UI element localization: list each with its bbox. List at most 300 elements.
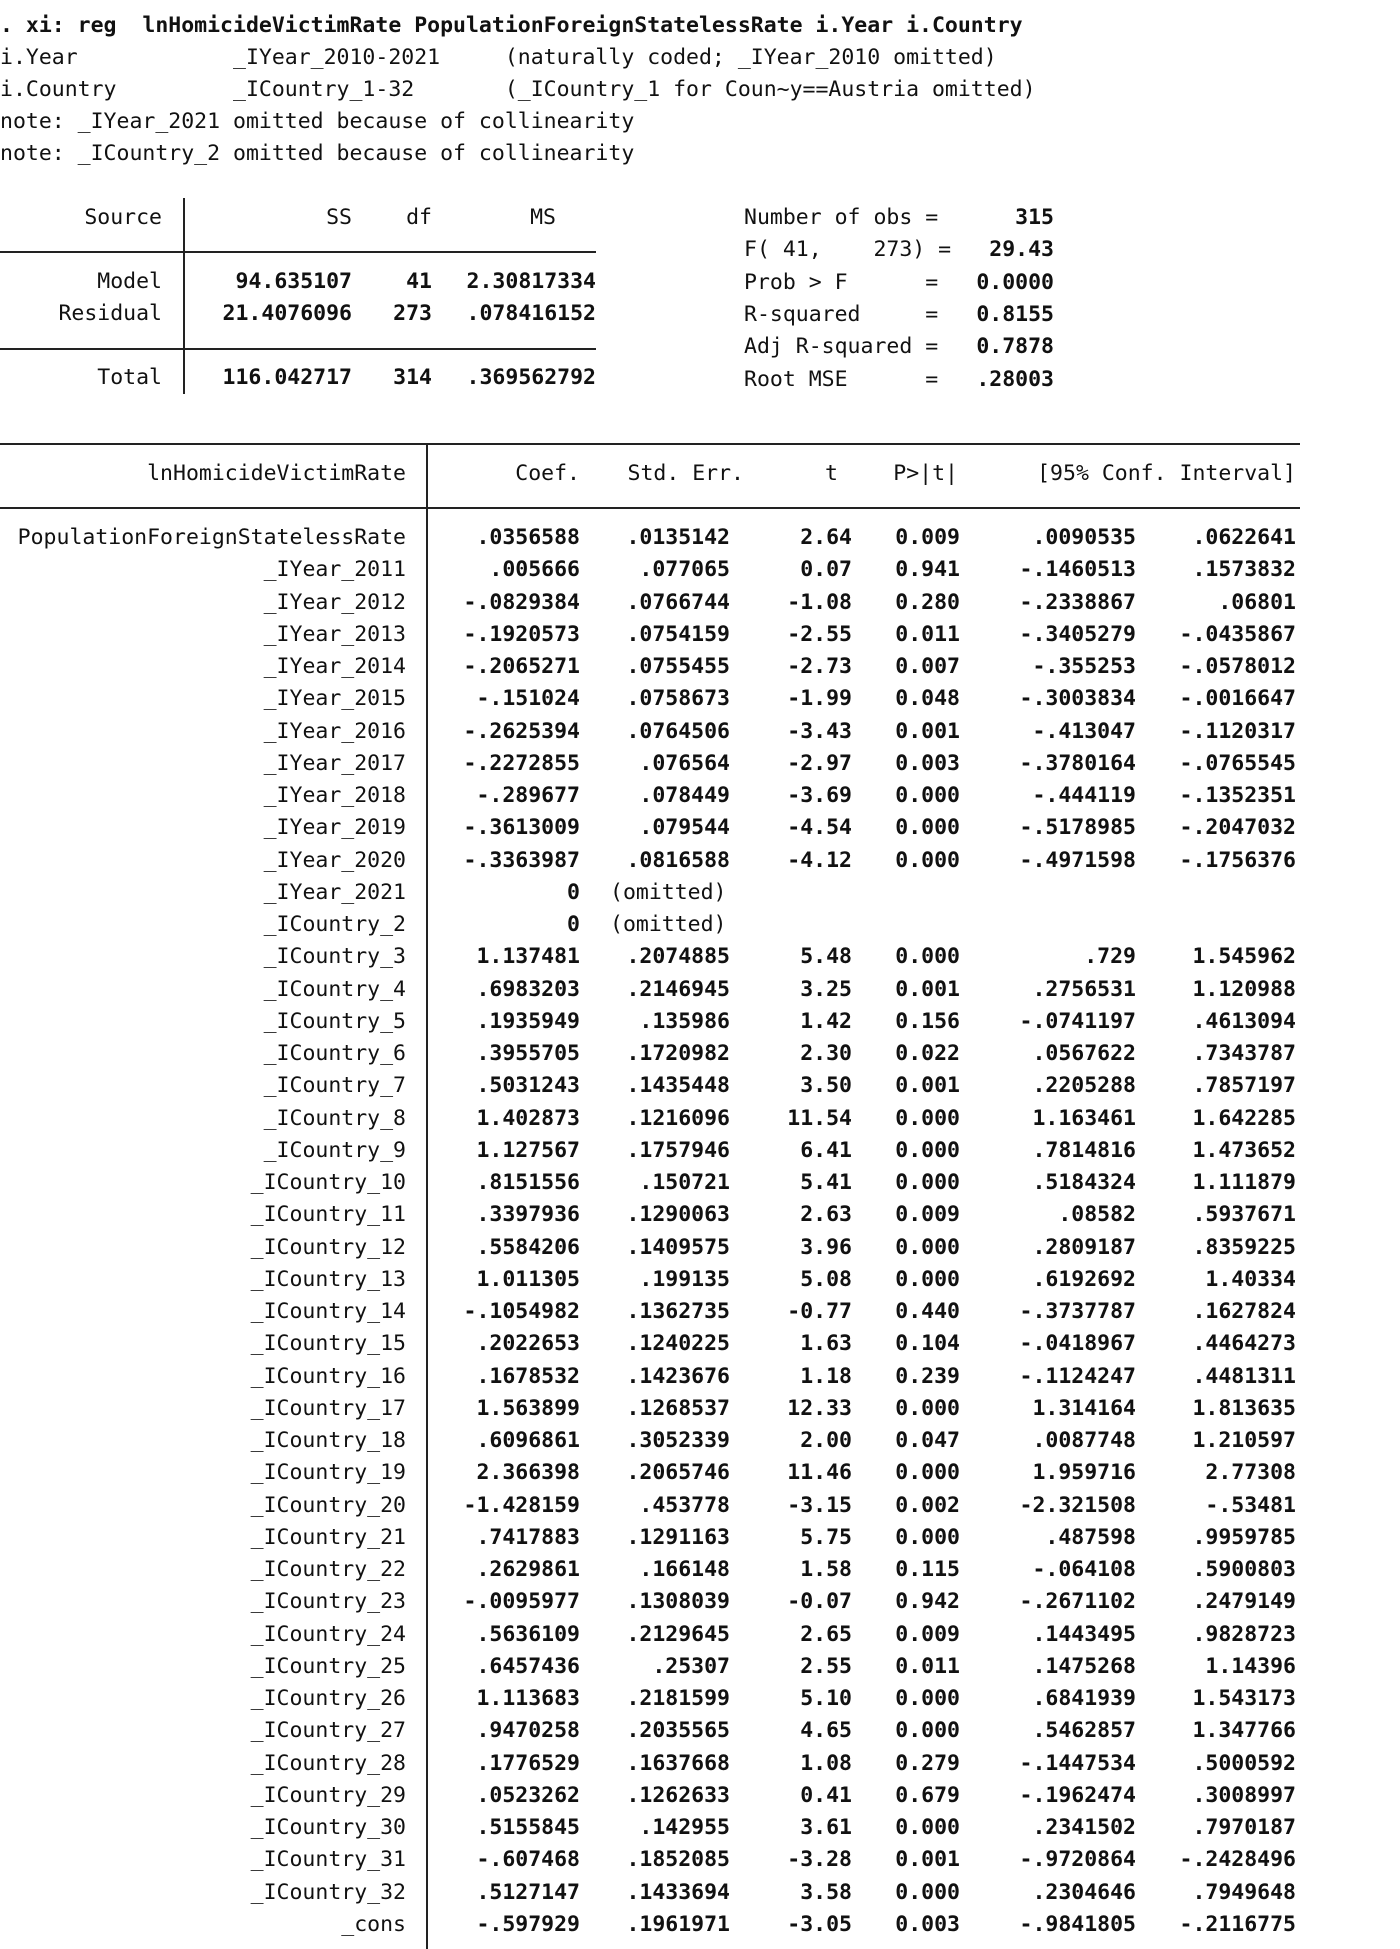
coef-value: .7417883 [476, 1524, 580, 1550]
ci-upper: 1.545962 [1192, 944, 1296, 970]
anova-ms: .078416152 [466, 301, 596, 326]
p-value: 0.000 [895, 1460, 960, 1486]
std-err-value: .1240225 [626, 1331, 730, 1357]
std-err-value: .2065746 [626, 1460, 730, 1486]
p-value: 0.009 [895, 1621, 960, 1647]
ci-upper: 1.210597 [1192, 1428, 1296, 1453]
t-value: 3.50 [800, 1073, 852, 1099]
ci-lower: -.1460513 [1019, 557, 1136, 583]
std-err-value: .453778 [639, 1492, 730, 1518]
p-value: 0.000 [895, 1879, 960, 1905]
std-err-value: .142955 [639, 1815, 730, 1840]
p-value: 0.115 [895, 1557, 960, 1582]
ci-upper: -.0765545 [1179, 750, 1296, 776]
ci-upper: .5937671 [1192, 1202, 1296, 1228]
ci-lower: .7814816 [1032, 1137, 1136, 1163]
ci-upper: .2479149 [1192, 1589, 1296, 1615]
std-err-value: .1961971 [626, 1911, 730, 1937]
ci-upper: .9959785 [1192, 1524, 1296, 1550]
stat-label: Prob > F = [744, 269, 939, 295]
ci-upper: 1.473652 [1192, 1137, 1296, 1163]
t-value: -1.99 [787, 686, 852, 712]
coef-value: 2.366398 [476, 1460, 580, 1486]
variable-name: _ICountry_22 [250, 1557, 406, 1582]
ci-lower: -.0741197 [1019, 1008, 1136, 1034]
p-value: 0.002 [895, 1492, 960, 1518]
ci-lower: .2809187 [1032, 1234, 1136, 1260]
t-value: 1.58 [800, 1557, 852, 1582]
coef-value: .005666 [489, 557, 580, 583]
variable-name: _ICountry_19 [250, 1460, 406, 1486]
coef-header: Std. Err. [627, 461, 744, 486]
ci-lower: -.1962474 [1019, 1782, 1136, 1808]
t-value: 1.08 [800, 1750, 852, 1776]
anova-ms: 2.30817334 [466, 269, 596, 294]
ci-lower: 1.314164 [1032, 1395, 1136, 1421]
ci-lower: -.444119 [1032, 783, 1136, 808]
ci-lower: -.064108 [1032, 1557, 1136, 1582]
ci-lower: -.3780164 [1019, 750, 1136, 776]
ci-lower: .1443495 [1032, 1621, 1136, 1647]
coef-value: 1.011305 [476, 1266, 580, 1292]
p-value: 0.000 [895, 815, 960, 841]
variable-name: _ICountry_8 [263, 1105, 406, 1131]
variable-name: _ICountry_6 [263, 1041, 406, 1066]
variable-name: _IYear_2012 [263, 589, 406, 615]
std-err-value: .1433694 [626, 1879, 730, 1905]
ci-upper: -.1352351 [1179, 783, 1296, 808]
t-value: 2.65 [800, 1621, 852, 1647]
coef-header: Coef. [515, 461, 580, 486]
variable-name: _IYear_2017 [263, 750, 406, 776]
std-err-value: .1262633 [626, 1782, 730, 1808]
anova-source: Model [97, 269, 162, 294]
variable-name: _cons [341, 1911, 406, 1937]
ci-upper: 1.111879 [1192, 1170, 1296, 1195]
coef-value: -.0095977 [463, 1589, 580, 1615]
ci-lower: -.2338867 [1019, 589, 1136, 615]
p-value: 0.011 [895, 1653, 960, 1679]
ci-lower: -.413047 [1032, 718, 1136, 744]
coef-value: 1.127567 [476, 1137, 580, 1163]
t-value: 2.00 [800, 1428, 852, 1453]
p-value: 0.000 [895, 1234, 960, 1260]
p-value: 0.000 [895, 1718, 960, 1744]
variable-name: _IYear_2021 [263, 879, 406, 905]
p-value: 0.000 [895, 1395, 960, 1421]
coef-value: -.607468 [476, 1847, 580, 1873]
coef-value: .5031243 [476, 1073, 580, 1099]
ci-lower: .08582 [1058, 1202, 1136, 1228]
p-value: 0.000 [895, 944, 960, 970]
variable-name: _ICountry_31 [250, 1847, 406, 1873]
coef-value: .6096861 [476, 1428, 580, 1453]
std-err-value: .2074885 [626, 944, 730, 970]
ci-lower: .5462857 [1032, 1718, 1136, 1744]
ci-upper: -.1756376 [1179, 847, 1296, 873]
omitted-note: (omitted) [610, 879, 727, 905]
std-err-value: .1423676 [626, 1363, 730, 1389]
variable-name: _ICountry_17 [250, 1395, 406, 1421]
ci-upper: .5900803 [1192, 1557, 1296, 1582]
p-value: 0.280 [895, 589, 960, 615]
variable-name: _ICountry_25 [250, 1653, 406, 1679]
t-value: -2.97 [787, 750, 852, 776]
t-value: -0.07 [787, 1589, 852, 1615]
variable-name: _ICountry_2 [263, 912, 406, 937]
ci-upper: .7857197 [1192, 1073, 1296, 1099]
t-value: 3.58 [800, 1879, 852, 1905]
coef-value: -.2065271 [463, 654, 580, 679]
coef-value: 0 [567, 879, 580, 905]
ci-lower: -.9841805 [1019, 1911, 1136, 1937]
t-value: -3.28 [787, 1847, 852, 1873]
coef-value: -.1054982 [463, 1299, 580, 1324]
std-err-value: .079544 [639, 815, 730, 841]
ci-upper: .4481311 [1192, 1363, 1296, 1389]
std-err-value: .0764506 [626, 718, 730, 744]
ci-upper: -.1120317 [1179, 718, 1296, 744]
std-err-value: .076564 [639, 750, 730, 776]
ci-upper: -.2116775 [1179, 1911, 1296, 1937]
omitted-note: (omitted) [610, 912, 727, 937]
anova-source: Total [97, 365, 162, 390]
variable-name: _ICountry_30 [250, 1815, 406, 1840]
p-value: 0.000 [895, 1170, 960, 1195]
stat-label: Adj R-squared = [744, 334, 939, 360]
t-value: 5.41 [800, 1170, 852, 1195]
coef-header: P>|t| [893, 461, 958, 486]
p-value: 0.001 [895, 976, 960, 1002]
ci-upper: 1.14396 [1205, 1653, 1296, 1679]
variable-name: _ICountry_28 [250, 1750, 406, 1776]
expansion-line-country: i.Country _ICountry_1-32 (_ICountry_1 for Coun~y==Austria omitted) [0, 77, 1036, 102]
std-err-value: .1290063 [626, 1202, 730, 1228]
variable-name: _ICountry_32 [250, 1879, 406, 1905]
coef-value: -.289677 [476, 783, 580, 808]
p-value: 0.007 [895, 654, 960, 679]
std-err-value: .166148 [639, 1557, 730, 1582]
std-err-value: .1852085 [626, 1847, 730, 1873]
coef-value: .1935949 [476, 1008, 580, 1034]
variable-name: _ICountry_4 [263, 976, 406, 1002]
t-value: 1.63 [800, 1331, 852, 1357]
ci-lower: .5184324 [1032, 1170, 1136, 1195]
coef-header: [95% Conf. Interval] [1037, 461, 1296, 486]
coef-value: .6457436 [476, 1653, 580, 1679]
t-value: 5.48 [800, 944, 852, 970]
ci-upper: .3008997 [1192, 1782, 1296, 1808]
t-value: 12.33 [787, 1395, 852, 1421]
p-value: 0.440 [895, 1299, 960, 1324]
p-value: 0.000 [895, 783, 960, 808]
ci-upper: -.0016647 [1179, 686, 1296, 712]
std-err-value: .0754159 [626, 621, 730, 647]
anova-ss: 21.4076096 [222, 301, 352, 326]
variable-name: _ICountry_5 [263, 1008, 406, 1034]
std-err-value: .1268537 [626, 1395, 730, 1421]
p-value: 0.156 [895, 1008, 960, 1034]
t-value: -3.69 [787, 783, 852, 808]
t-value: 11.46 [787, 1460, 852, 1486]
variable-name: _ICountry_20 [250, 1492, 406, 1518]
ci-upper: .7970187 [1192, 1815, 1296, 1840]
ci-upper: 1.642285 [1192, 1105, 1296, 1131]
p-value: 0.104 [895, 1331, 960, 1357]
t-value: -4.54 [787, 815, 852, 841]
variable-name: _ICountry_23 [250, 1589, 406, 1615]
t-value: 6.41 [800, 1137, 852, 1163]
p-value: 0.679 [895, 1782, 960, 1808]
std-err-value: .2181599 [626, 1686, 730, 1711]
std-err-value: .1435448 [626, 1073, 730, 1099]
t-value: -0.77 [787, 1299, 852, 1324]
t-value: 0.41 [800, 1782, 852, 1808]
ci-lower: -.0418967 [1019, 1331, 1136, 1357]
coef-value: 1.563899 [476, 1395, 580, 1421]
std-err-value: .1637668 [626, 1750, 730, 1776]
coef-value: .1776529 [476, 1750, 580, 1776]
p-value: 0.279 [895, 1750, 960, 1776]
coef-value: .9470258 [476, 1718, 580, 1744]
variable-name: _IYear_2019 [263, 815, 406, 841]
p-value: 0.001 [895, 1847, 960, 1873]
anova-ss: 94.635107 [235, 269, 352, 294]
t-value: 1.18 [800, 1363, 852, 1389]
ci-upper: 1.120988 [1192, 976, 1296, 1002]
p-value: 0.000 [895, 1137, 960, 1163]
ci-lower: .6192692 [1032, 1266, 1136, 1292]
t-value: 5.10 [800, 1686, 852, 1711]
p-value: 0.942 [895, 1589, 960, 1615]
variable-name: _ICountry_27 [250, 1718, 406, 1744]
anova-header: Source [84, 205, 162, 230]
p-value: 0.011 [895, 621, 960, 647]
ci-lower: -.3405279 [1019, 621, 1136, 647]
anova-ss: 116.042717 [222, 365, 352, 390]
p-value: 0.000 [895, 1815, 960, 1840]
ci-lower: -.9720864 [1019, 1847, 1136, 1873]
p-value: 0.022 [895, 1041, 960, 1066]
p-value: 0.047 [895, 1428, 960, 1453]
coef-value: .5636109 [476, 1621, 580, 1647]
ci-upper: .0622641 [1192, 525, 1296, 550]
stat-value: 0.7878 [976, 334, 1054, 360]
ci-lower: -2.321508 [1019, 1492, 1136, 1518]
p-value: 0.009 [895, 1202, 960, 1228]
t-value: 2.64 [800, 525, 852, 550]
anova-source: Residual [58, 301, 162, 326]
ci-lower: -.4971598 [1019, 847, 1136, 873]
p-value: 0.003 [895, 1911, 960, 1937]
ci-upper: .9828723 [1192, 1621, 1296, 1647]
t-value: -3.15 [787, 1492, 852, 1518]
std-err-value: .1409575 [626, 1234, 730, 1260]
variable-name: _ICountry_13 [250, 1266, 406, 1292]
ci-upper: -.2428496 [1179, 1847, 1296, 1873]
ci-lower: .2205288 [1032, 1073, 1136, 1099]
ci-lower: -.2671102 [1019, 1589, 1136, 1615]
ci-lower: -.1447534 [1019, 1750, 1136, 1776]
t-value: -2.73 [787, 654, 852, 679]
ci-lower: -.3737787 [1019, 1299, 1136, 1324]
coef-value: -.2625394 [463, 718, 580, 744]
coef-value: -.597929 [476, 1911, 580, 1937]
ci-lower: .1475268 [1032, 1653, 1136, 1679]
command-line: . xi: reg lnHomicideVictimRate PopulationForeignStatelessRate i.Year i.Country [0, 13, 1023, 38]
p-value: 0.000 [895, 847, 960, 873]
p-value: 0.001 [895, 1073, 960, 1099]
coef-value: 1.113683 [476, 1686, 580, 1711]
std-err-value: .0766744 [626, 589, 730, 615]
t-value: -1.08 [787, 589, 852, 615]
std-err-value: .2129645 [626, 1621, 730, 1647]
ci-upper: 1.347766 [1192, 1718, 1296, 1744]
std-err-value: .2035565 [626, 1718, 730, 1744]
coef-rule-top [0, 443, 1300, 445]
ci-upper: 1.40334 [1205, 1266, 1296, 1292]
coef-value: .2629861 [476, 1557, 580, 1582]
coef-value: .2022653 [476, 1331, 580, 1357]
variable-name: _ICountry_10 [250, 1170, 406, 1195]
std-err-value: .0755455 [626, 654, 730, 679]
coef-value: 1.137481 [476, 944, 580, 970]
std-err-value: .1308039 [626, 1589, 730, 1615]
t-value: -2.55 [787, 621, 852, 647]
ci-upper: -.53481 [1205, 1492, 1296, 1518]
variable-name: _ICountry_18 [250, 1428, 406, 1453]
anova-header: df [406, 205, 432, 230]
stat-label: Number of obs = [744, 205, 939, 230]
ci-upper: -.0435867 [1179, 621, 1296, 647]
ci-lower: .0567622 [1032, 1041, 1136, 1066]
coef-value: -.3613009 [463, 815, 580, 841]
ci-lower: 1.959716 [1032, 1460, 1136, 1486]
t-value: 11.54 [787, 1105, 852, 1131]
coef-value: -1.428159 [463, 1492, 580, 1518]
variable-name: _ICountry_11 [250, 1202, 406, 1228]
variable-name: _ICountry_21 [250, 1524, 406, 1550]
coef-value: -.3363987 [463, 847, 580, 873]
variable-name: _IYear_2018 [263, 783, 406, 808]
std-err-value: .1291163 [626, 1524, 730, 1550]
ci-lower: .2304646 [1032, 1879, 1136, 1905]
anova-rule [0, 348, 596, 350]
ci-lower: .6841939 [1032, 1686, 1136, 1711]
p-value: 0.009 [895, 525, 960, 550]
anova-header: SS [326, 205, 352, 230]
std-err-value: .199135 [639, 1266, 730, 1292]
anova-divider [183, 198, 185, 394]
ci-lower: .487598 [1045, 1524, 1136, 1550]
variable-name: _ICountry_14 [250, 1299, 406, 1324]
stat-value: 29.43 [989, 237, 1054, 263]
anova-df: 314 [393, 365, 432, 390]
ci-lower: -.1124247 [1019, 1363, 1136, 1389]
ci-lower: -.3003834 [1019, 686, 1136, 712]
variable-name: _IYear_2011 [263, 557, 406, 583]
note-line: note: _ICountry_2 omitted because of collinearity [0, 141, 635, 166]
coef-value: .0523262 [476, 1782, 580, 1808]
coef-value: .0356588 [476, 525, 580, 550]
std-err-value: .0758673 [626, 686, 730, 712]
stat-label: Root MSE = [744, 366, 939, 392]
ci-upper: .4464273 [1192, 1331, 1296, 1357]
variable-name: _ICountry_7 [263, 1073, 406, 1099]
variable-name: _ICountry_24 [250, 1621, 406, 1647]
coef-value: -.2272855 [463, 750, 580, 776]
t-value: 3.25 [800, 976, 852, 1002]
t-value: 3.96 [800, 1234, 852, 1260]
ci-lower: -.355253 [1032, 654, 1136, 679]
coef-value: .1678532 [476, 1363, 580, 1389]
coef-value: -.151024 [476, 686, 580, 712]
variable-name: _IYear_2015 [263, 686, 406, 712]
variable-name: _ICountry_26 [250, 1686, 406, 1711]
std-err-value: .078449 [639, 783, 730, 808]
anova-rule [0, 251, 596, 253]
variable-name: _IYear_2014 [263, 654, 406, 679]
ci-lower: .2756531 [1032, 976, 1136, 1002]
ci-upper: 2.77308 [1205, 1460, 1296, 1486]
coef-value: 0 [567, 912, 580, 937]
variable-name: _IYear_2016 [263, 718, 406, 744]
t-value: 3.61 [800, 1815, 852, 1840]
stat-value: 0.8155 [976, 301, 1054, 327]
stat-value: 315 [1015, 205, 1054, 230]
p-value: 0.941 [895, 557, 960, 583]
anova-df: 41 [406, 269, 432, 294]
variable-name: _IYear_2013 [263, 621, 406, 647]
ci-upper: .8359225 [1192, 1234, 1296, 1260]
p-value: 0.001 [895, 718, 960, 744]
stat-value: 0.0000 [976, 269, 1054, 295]
ci-lower: 1.163461 [1032, 1105, 1136, 1131]
t-value: -4.12 [787, 847, 852, 873]
expansion-line-year: i.Year _IYear_2010-2021 (naturally coded; _IYear_2010 omitted) [0, 45, 997, 70]
t-value: 2.63 [800, 1202, 852, 1228]
std-err-value: .150721 [639, 1170, 730, 1195]
ci-lower: .0090535 [1032, 525, 1136, 550]
ci-upper: 1.813635 [1192, 1395, 1296, 1421]
coef-value: .8151556 [476, 1170, 580, 1195]
coef-value: 1.402873 [476, 1105, 580, 1131]
variable-name: _ICountry_3 [263, 944, 406, 970]
p-value: 0.000 [895, 1105, 960, 1131]
std-err-value: .077065 [639, 557, 730, 583]
anova-df: 273 [393, 301, 432, 326]
variable-name: _ICountry_16 [250, 1363, 406, 1389]
ci-upper: -.0578012 [1179, 654, 1296, 679]
t-value: 4.65 [800, 1718, 852, 1744]
std-err-value: .3052339 [626, 1428, 730, 1453]
std-err-value: .1720982 [626, 1041, 730, 1066]
p-value: 0.000 [895, 1266, 960, 1292]
ci-upper: .7343787 [1192, 1041, 1296, 1066]
p-value: 0.048 [895, 686, 960, 712]
anova-ms: .369562792 [466, 365, 596, 390]
ci-lower: .2341502 [1032, 1815, 1136, 1840]
ci-upper: .4613094 [1192, 1008, 1296, 1034]
ci-upper: .1627824 [1192, 1299, 1296, 1324]
coef-header: t [825, 461, 838, 486]
coef-value: .5155845 [476, 1815, 580, 1840]
t-value: 1.42 [800, 1008, 852, 1034]
stat-value: .28003 [976, 366, 1054, 392]
p-value: 0.003 [895, 750, 960, 776]
coef-value: -.1920573 [463, 621, 580, 647]
ci-upper: .5000592 [1192, 1750, 1296, 1776]
